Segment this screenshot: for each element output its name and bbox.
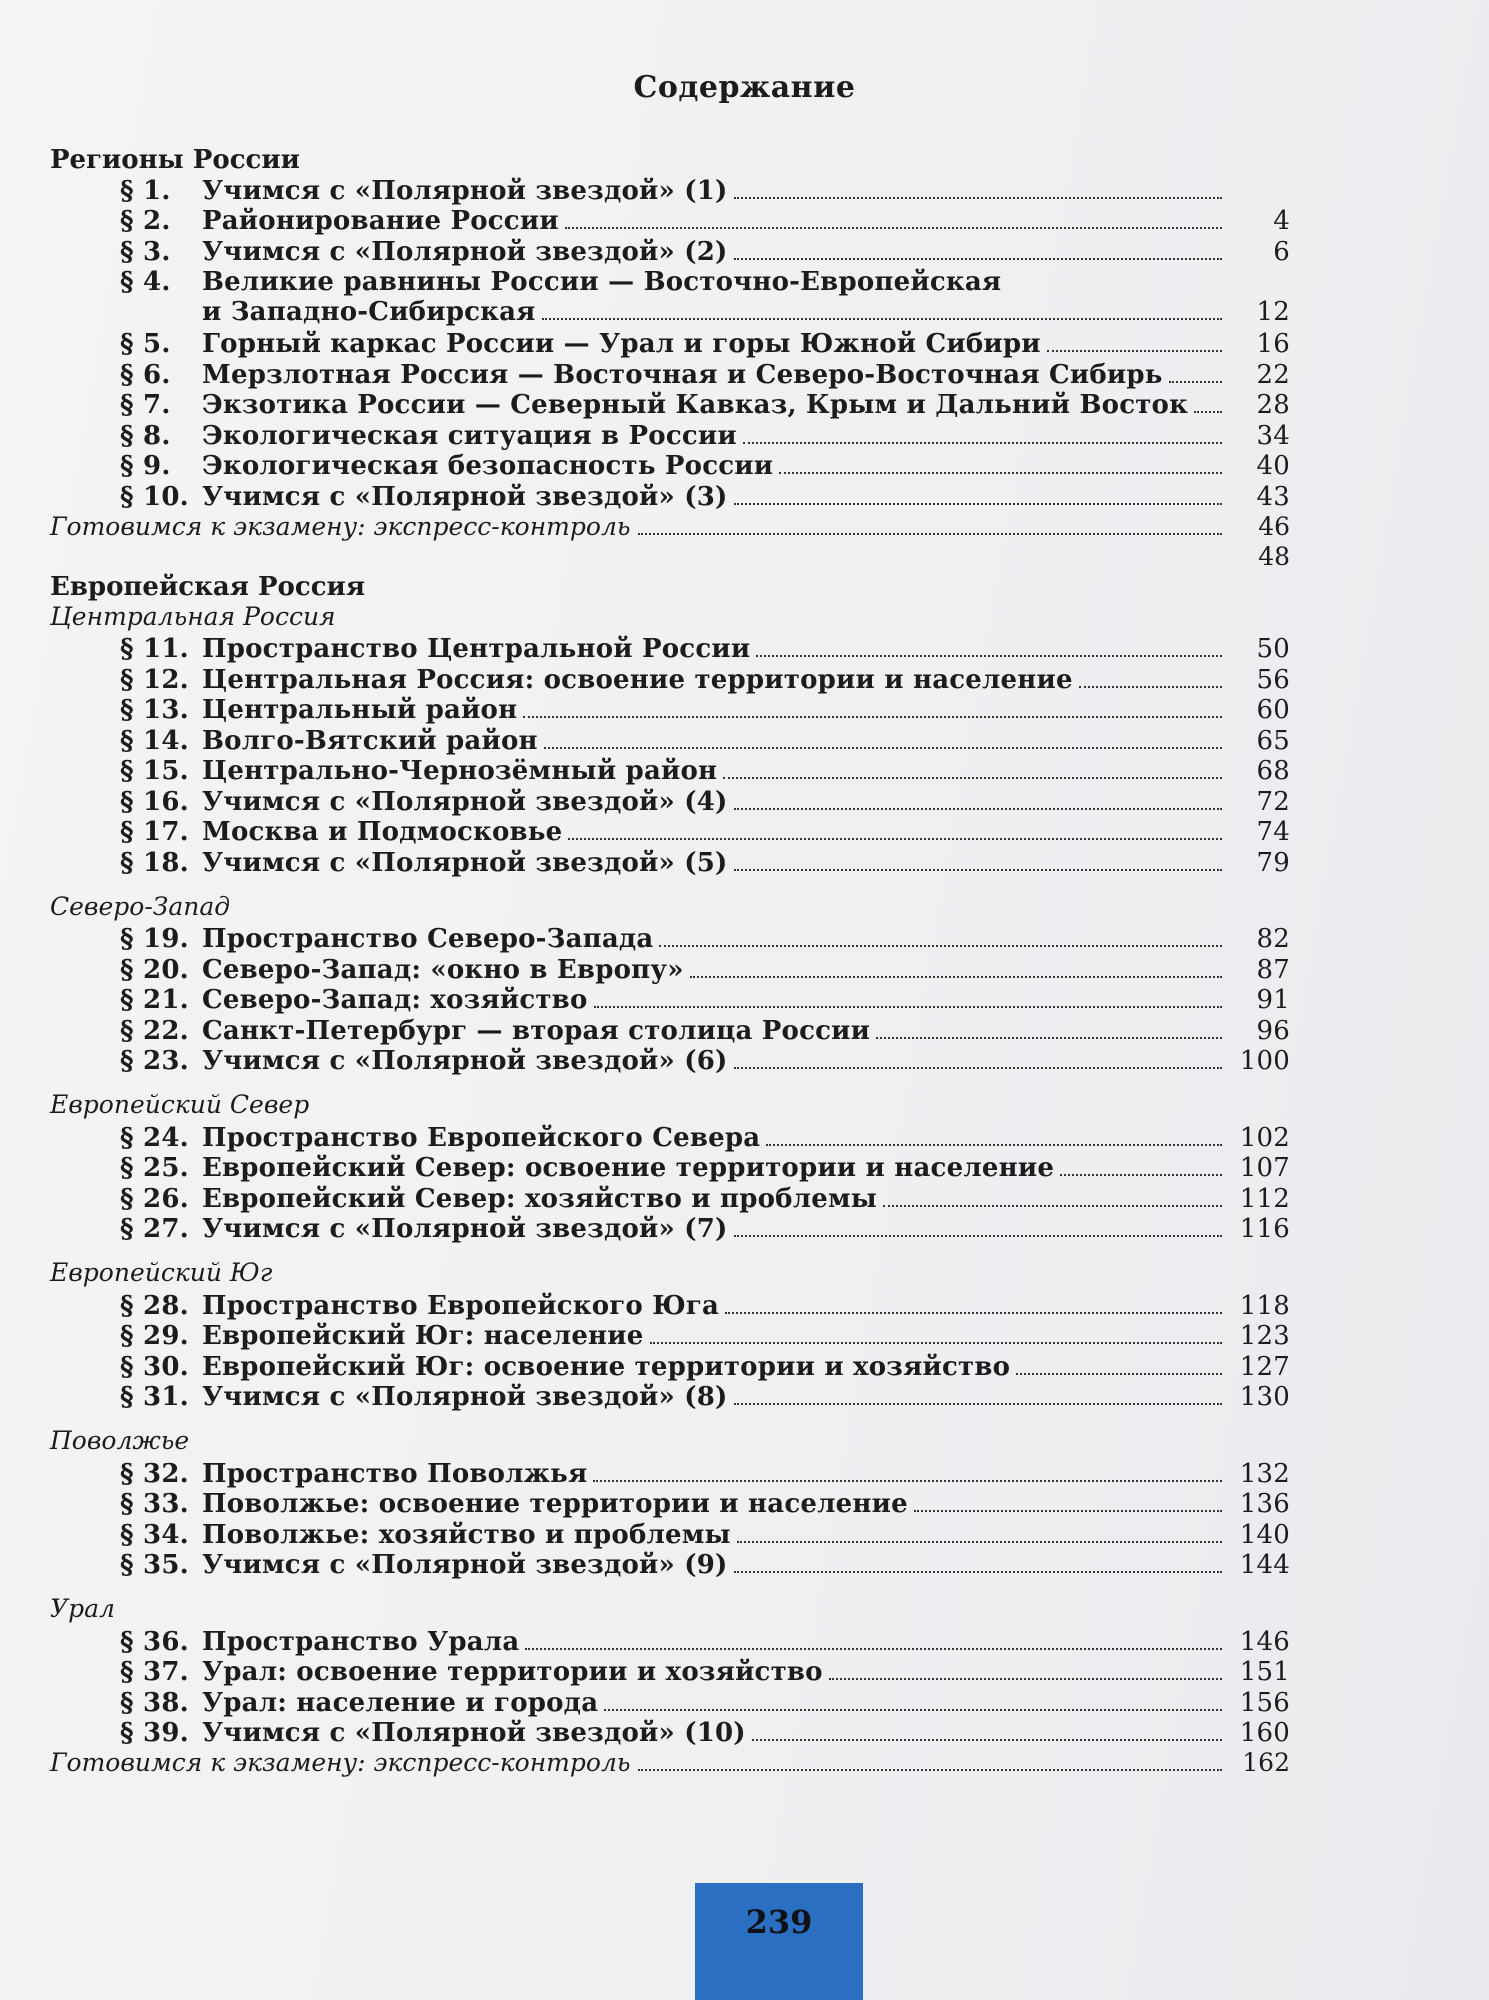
toc-entry: § 35. Учимся с «Полярной звездой» (9) 144 xyxy=(120,1550,1290,1580)
toc-entry: § 37. Урал: освоение территории и хозяйство 151 xyxy=(120,1657,1290,1687)
toc-entry: § 27. Учимся с «Полярной звездой» (7) 116 xyxy=(120,1214,1290,1244)
subsection-heading: Поволжье xyxy=(50,1426,190,1455)
toc-entry: § 36. Пространство Урала 146 xyxy=(120,1626,1290,1657)
subsection-heading: Центральная Россия xyxy=(50,601,336,631)
page-number: 239 xyxy=(745,1903,813,1941)
toc-entry: § 25. Европейский Север: освоение территории и население 107 xyxy=(120,1153,1290,1183)
toc-entry: § 14. Волго-Вятский район 65 xyxy=(120,725,1290,756)
subsection-heading: Северо-Запад xyxy=(50,891,231,921)
toc-entry: § 32. Пространство Поволжья 132 xyxy=(120,1458,1290,1489)
toc-entry: § 34. Поволжье: хозяйство и проблемы 140 xyxy=(120,1519,1290,1550)
page-title: Содержание xyxy=(633,70,856,105)
toc-entry: § 30. Европейский Юг: освоение территории и хозяйство 127 xyxy=(120,1351,1290,1382)
toc-entry: § 29. Европейский Юг: население 123 xyxy=(120,1321,1290,1351)
toc-entry: § 39. Учимся с «Полярной звездой» (10) 160 xyxy=(120,1718,1290,1748)
toc-entry: § 16. Учимся с «Полярной звездой» (4) 72 xyxy=(120,786,1290,817)
toc-entry: § 15. Центрально-Чернозёмный район 68 xyxy=(120,756,1290,786)
exam-entry: Готовимся к экзамену: экспресс-контроль 162 xyxy=(50,1748,1290,1777)
toc-entry: § 38. Урал: население и города 156 xyxy=(120,1687,1290,1718)
toc-entry: § 7. Экзотика России — Северный Кавказ, Крым и Дальний Восток 28 xyxy=(120,390,1290,420)
toc-entry: § 12. Центральная Россия: освоение территории и население 56 xyxy=(120,664,1290,695)
toc-entry: § 24. Пространство Европейского Севера 102 xyxy=(120,1122,1290,1153)
toc-entry: § 8. Экологическая ситуация в России 34 xyxy=(120,420,1290,451)
toc-entry: § 28. Пространство Европейского Юга 118 xyxy=(120,1290,1290,1321)
section-heading-european: Европейская Россия xyxy=(50,571,366,602)
toc-entry: § 4. Великие равнины России — Восточно-Европейская и Западно-Сибирская 12 xyxy=(120,266,1290,327)
toc-entry: § 5. Горный каркас России — Урал и горы Южной Сибири 16 xyxy=(120,329,1290,359)
toc-entry: § 10. Учимся с «Полярной звездой» (3) 43 xyxy=(120,481,1290,512)
toc-entry: § 13. Центральный район 60 xyxy=(120,695,1290,725)
toc-entry: § 21. Северо-Запад: хозяйство 91 xyxy=(120,985,1290,1015)
toc-entry: § 9. Экологическая безопасность России 40 xyxy=(120,451,1290,481)
toc-entry: § 31. Учимся с «Полярной звездой» (8) 130 xyxy=(120,1382,1290,1412)
toc-entry: § 19. Пространство Северо-Запада 82 xyxy=(120,924,1290,954)
table-of-contents xyxy=(50,145,1290,1778)
toc-entry: § 22. Санкт-Петербург — вторая столица России 96 xyxy=(120,1015,1290,1046)
toc-entry: § 11. Пространство Центральной России 50 xyxy=(120,634,1290,664)
toc-entry: § 23. Учимся с «Полярной звездой» (6) 100 xyxy=(120,1046,1290,1076)
toc-entry: § 1. Учимся с «Полярной звездой» (1) xyxy=(50,175,1290,206)
subsection-heading: Европейский Север xyxy=(50,1090,310,1119)
toc-entry: § 33. Поволжье: освоение территории и население 136 xyxy=(120,1489,1290,1519)
toc-entry: § 17. Москва и Подмосковье 74 xyxy=(120,817,1290,847)
toc-entry: § 3. Учимся с «Полярной звездой» (2) 6 xyxy=(120,236,1290,267)
section-heading-regions: Регионы России xyxy=(50,145,300,175)
toc-entry: § 6. Мерзлотная Россия — Восточная и Северо-Восточная Сибирь 22 xyxy=(120,359,1290,390)
toc-entry: § 18. Учимся с «Полярной звездой» (5) 79 xyxy=(120,847,1290,878)
toc-entry: § 2. Районирование России 4 xyxy=(120,206,1290,236)
toc-entry: § 26. Европейский Север: хозяйство и проблемы 112 xyxy=(120,1183,1290,1214)
exam-entry-continued: 48 xyxy=(1258,541,1290,571)
subsection-heading: Урал xyxy=(50,1594,115,1623)
exam-entry: Готовимся к экзамену: экспресс-контроль 46 xyxy=(50,511,1290,541)
page-number-badge xyxy=(695,1883,863,2000)
toc-entry: § 20. Северо-Запад: «окно в Европу» 87 xyxy=(120,954,1290,985)
subsection-heading: Европейский Юг xyxy=(50,1258,273,1287)
